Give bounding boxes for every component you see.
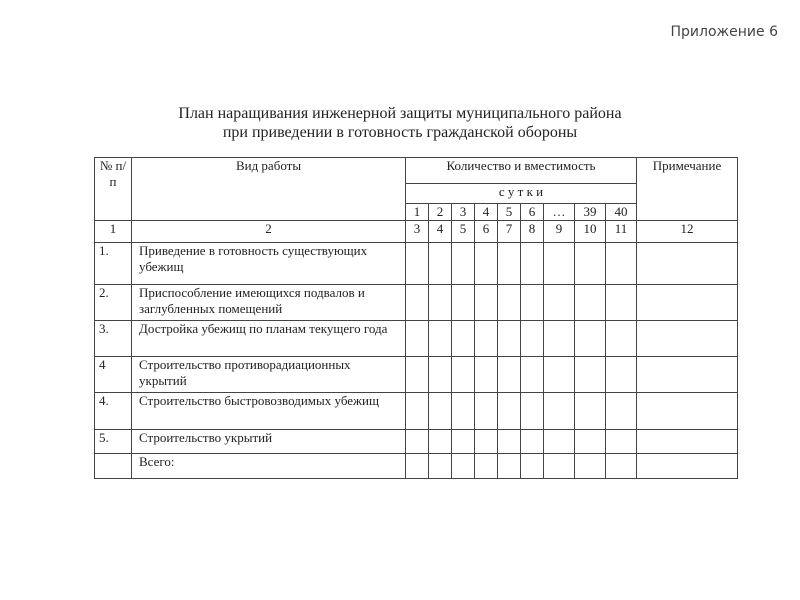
col-number: 10 xyxy=(575,221,606,243)
empty-cell xyxy=(637,430,738,454)
empty-cell xyxy=(637,285,738,321)
empty-cell xyxy=(452,321,475,357)
empty-cell xyxy=(544,357,575,393)
empty-cell xyxy=(452,243,475,285)
header-qty: Количество и вместимость xyxy=(406,158,637,184)
header-days: с у т к и xyxy=(406,184,637,204)
day-col: 40 xyxy=(606,204,637,221)
empty-cell xyxy=(606,393,637,430)
empty-cell xyxy=(429,243,452,285)
empty-cell xyxy=(429,430,452,454)
empty-cell xyxy=(521,393,544,430)
empty-cell xyxy=(475,243,498,285)
col-number: 8 xyxy=(521,221,544,243)
row-work: Строительство быстровозводимых убежищ xyxy=(132,393,406,430)
empty-cell xyxy=(406,393,429,430)
empty-cell xyxy=(429,393,452,430)
header-note: Примечание xyxy=(637,158,738,221)
empty-cell xyxy=(637,357,738,393)
empty-cell xyxy=(544,430,575,454)
empty-cell xyxy=(406,430,429,454)
table-row xyxy=(95,285,738,321)
empty-cell xyxy=(606,454,637,479)
col-number: 4 xyxy=(429,221,452,243)
empty-cell xyxy=(406,357,429,393)
row-work: Достройка убежищ по планам текущего года xyxy=(132,321,406,357)
empty-cell xyxy=(521,357,544,393)
empty-cell xyxy=(544,285,575,321)
day-col: 4 xyxy=(475,204,498,221)
col-number: 12 xyxy=(637,221,738,243)
empty-cell xyxy=(575,321,606,357)
empty-cell xyxy=(521,285,544,321)
empty-cell xyxy=(452,454,475,479)
empty-cell xyxy=(452,285,475,321)
table-row xyxy=(95,243,738,285)
row-work: Строительство противорадиационных укрытий xyxy=(132,357,406,393)
row-work: Строительство укрытий xyxy=(132,430,406,454)
empty-cell xyxy=(452,430,475,454)
empty-cell xyxy=(521,243,544,285)
empty-cell xyxy=(637,243,738,285)
empty-cell xyxy=(575,430,606,454)
row-work: Всего: xyxy=(132,454,406,479)
empty-cell xyxy=(475,285,498,321)
day-col: … xyxy=(544,204,575,221)
empty-cell xyxy=(575,454,606,479)
empty-cell xyxy=(637,393,738,430)
empty-cell xyxy=(475,454,498,479)
table-row xyxy=(95,357,738,393)
empty-cell xyxy=(575,393,606,430)
plan-table xyxy=(94,157,738,479)
col-number: 2 xyxy=(132,221,406,243)
empty-cell xyxy=(544,321,575,357)
empty-cell xyxy=(606,243,637,285)
empty-cell xyxy=(498,357,521,393)
empty-cell xyxy=(452,393,475,430)
empty-cell xyxy=(498,393,521,430)
row-num: 4 xyxy=(95,357,132,393)
day-col: 1 xyxy=(406,204,429,221)
appendix-label: Приложение 6 xyxy=(670,24,778,40)
empty-cell xyxy=(406,243,429,285)
row-num: 2. xyxy=(95,285,132,321)
empty-cell xyxy=(498,285,521,321)
empty-cell xyxy=(406,321,429,357)
empty-cell xyxy=(429,321,452,357)
empty-cell xyxy=(406,454,429,479)
empty-cell xyxy=(521,321,544,357)
empty-cell xyxy=(575,357,606,393)
col-number: 5 xyxy=(452,221,475,243)
empty-cell xyxy=(475,357,498,393)
empty-cell xyxy=(498,321,521,357)
table-row xyxy=(95,454,738,479)
col-number: 1 xyxy=(95,221,132,243)
row-num: 5. xyxy=(95,430,132,454)
row-num: 1. xyxy=(95,243,132,285)
day-col: 5 xyxy=(498,204,521,221)
row-num: 3. xyxy=(95,321,132,357)
row-num xyxy=(95,454,132,479)
row-work: Приведение в готовность существующих убежищ xyxy=(132,243,406,285)
title-line-2: при приведении в готовность гражданской обороны xyxy=(222,124,578,141)
empty-cell xyxy=(637,454,738,479)
day-col: 6 xyxy=(521,204,544,221)
day-col: 2 xyxy=(429,204,452,221)
empty-cell xyxy=(575,243,606,285)
empty-cell xyxy=(452,357,475,393)
empty-cell xyxy=(575,285,606,321)
empty-cell xyxy=(475,393,498,430)
empty-cell xyxy=(606,357,637,393)
empty-cell xyxy=(544,243,575,285)
title-line-1: План наращивания инженерной защиты муниципального района xyxy=(178,105,622,122)
table-row xyxy=(95,321,738,357)
table-row xyxy=(95,393,738,430)
empty-cell xyxy=(429,285,452,321)
header-work: Вид работы xyxy=(132,158,406,221)
empty-cell xyxy=(521,454,544,479)
empty-cell xyxy=(406,285,429,321)
row-num: 4. xyxy=(95,393,132,430)
col-number: 3 xyxy=(406,221,429,243)
col-number: 9 xyxy=(544,221,575,243)
empty-cell xyxy=(498,430,521,454)
empty-cell xyxy=(544,454,575,479)
row-work: Приспособление имеющихся подвалов и заглубленных помещений xyxy=(132,285,406,321)
empty-cell xyxy=(498,454,521,479)
document-title xyxy=(0,104,800,142)
empty-cell xyxy=(606,430,637,454)
table-row xyxy=(95,430,738,454)
header-num: № п/п xyxy=(95,158,132,221)
empty-cell xyxy=(475,321,498,357)
empty-cell xyxy=(429,454,452,479)
empty-cell xyxy=(498,243,521,285)
col-number: 7 xyxy=(498,221,521,243)
empty-cell xyxy=(606,321,637,357)
empty-cell xyxy=(521,430,544,454)
col-number: 11 xyxy=(606,221,637,243)
empty-cell xyxy=(475,430,498,454)
empty-cell xyxy=(429,357,452,393)
col-number: 6 xyxy=(475,221,498,243)
empty-cell xyxy=(544,393,575,430)
day-col: 3 xyxy=(452,204,475,221)
day-col: 39 xyxy=(575,204,606,221)
empty-cell xyxy=(606,285,637,321)
empty-cell xyxy=(637,321,738,357)
